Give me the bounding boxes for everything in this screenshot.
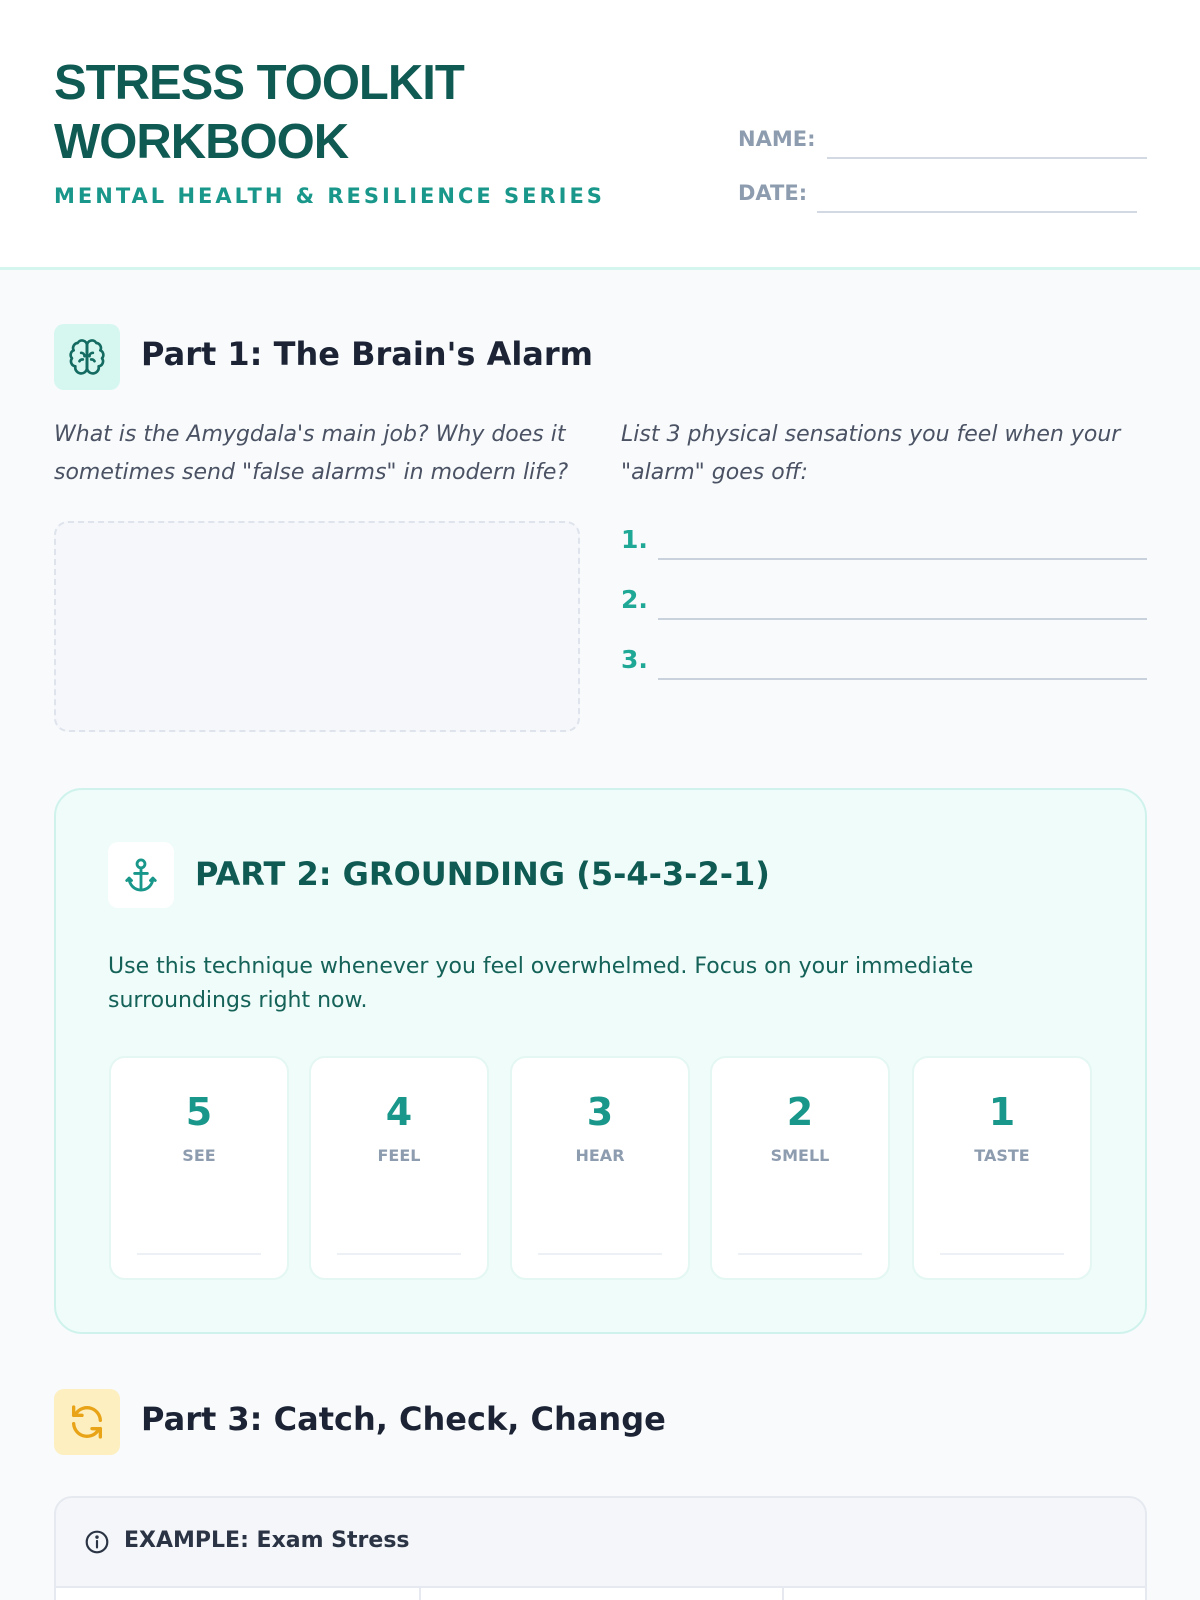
column-divider bbox=[419, 1588, 421, 1600]
grounding-answer-line[interactable] bbox=[137, 1253, 261, 1255]
sensation-field-2[interactable] bbox=[658, 618, 1147, 620]
grounding-answer-line[interactable] bbox=[538, 1253, 662, 1255]
example-table-row bbox=[56, 1586, 1145, 1600]
grounding-answer-line[interactable] bbox=[738, 1253, 862, 1255]
name-label: NAME: bbox=[738, 127, 816, 151]
list-number-1: 1. bbox=[621, 525, 648, 554]
grounding-sense: HEAR bbox=[575, 1146, 625, 1165]
grounding-card-see[interactable] bbox=[109, 1056, 289, 1280]
grounding-answer-line[interactable] bbox=[940, 1253, 1064, 1255]
grounding-card-smell[interactable] bbox=[710, 1056, 890, 1280]
list-number-3: 3. bbox=[621, 645, 648, 674]
part1-prompt-left: What is the Amygdala's main job? Why does it sometimes send "false alarms" in modern life? bbox=[54, 422, 569, 485]
date-label: DATE: bbox=[738, 181, 808, 205]
page-title bbox=[54, 54, 654, 172]
column-divider bbox=[782, 1588, 784, 1600]
title-line-2: WORKBOOK bbox=[54, 115, 349, 169]
amygdala-answer-box[interactable] bbox=[54, 521, 580, 732]
grounding-count: 5 bbox=[185, 1090, 213, 1134]
date-field[interactable] bbox=[817, 211, 1137, 213]
series-subtitle: MENTAL HEALTH & RESILIENCE SERIES bbox=[54, 184, 605, 208]
example-label: EXAMPLE: Exam Stress bbox=[124, 1528, 410, 1553]
grounding-card-taste[interactable] bbox=[912, 1056, 1092, 1280]
refresh-icon bbox=[54, 1389, 120, 1455]
grounding-count: 2 bbox=[786, 1090, 814, 1134]
part1-prompt-right: List 3 physical sensations you feel when your "alarm" goes off: bbox=[621, 422, 1121, 485]
part2-title: PART 2: GROUNDING (5-4-3-2-1) bbox=[195, 855, 770, 893]
grounding-sense: SEE bbox=[182, 1146, 216, 1165]
sensation-field-3[interactable] bbox=[658, 678, 1147, 680]
grounding-count: 3 bbox=[586, 1090, 614, 1134]
grounding-card-feel[interactable] bbox=[309, 1056, 489, 1280]
name-field[interactable] bbox=[827, 157, 1147, 159]
part2-description: Use this technique whenever you feel overwhelmed. Focus on your immediate surroundings right now. bbox=[108, 954, 974, 1013]
list-number-2: 2. bbox=[621, 585, 648, 614]
grounding-sense: SMELL bbox=[770, 1146, 830, 1165]
info-icon bbox=[84, 1529, 110, 1555]
grounding-count: 1 bbox=[988, 1090, 1016, 1134]
brain-icon bbox=[54, 324, 120, 390]
grounding-card-hear[interactable] bbox=[510, 1056, 690, 1280]
anchor-icon bbox=[108, 842, 174, 908]
header bbox=[0, 0, 1200, 270]
sensation-field-1[interactable] bbox=[658, 558, 1147, 560]
grounding-sense: TASTE bbox=[974, 1146, 1030, 1165]
part1-title: Part 1: The Brain's Alarm bbox=[141, 335, 594, 373]
grounding-count: 4 bbox=[385, 1090, 413, 1134]
title-line-1: STRESS TOOLKIT bbox=[54, 56, 464, 110]
grounding-answer-line[interactable] bbox=[337, 1253, 461, 1255]
grounding-sense: FEEL bbox=[377, 1146, 421, 1165]
part3-title: Part 3: Catch, Check, Change bbox=[141, 1400, 666, 1438]
